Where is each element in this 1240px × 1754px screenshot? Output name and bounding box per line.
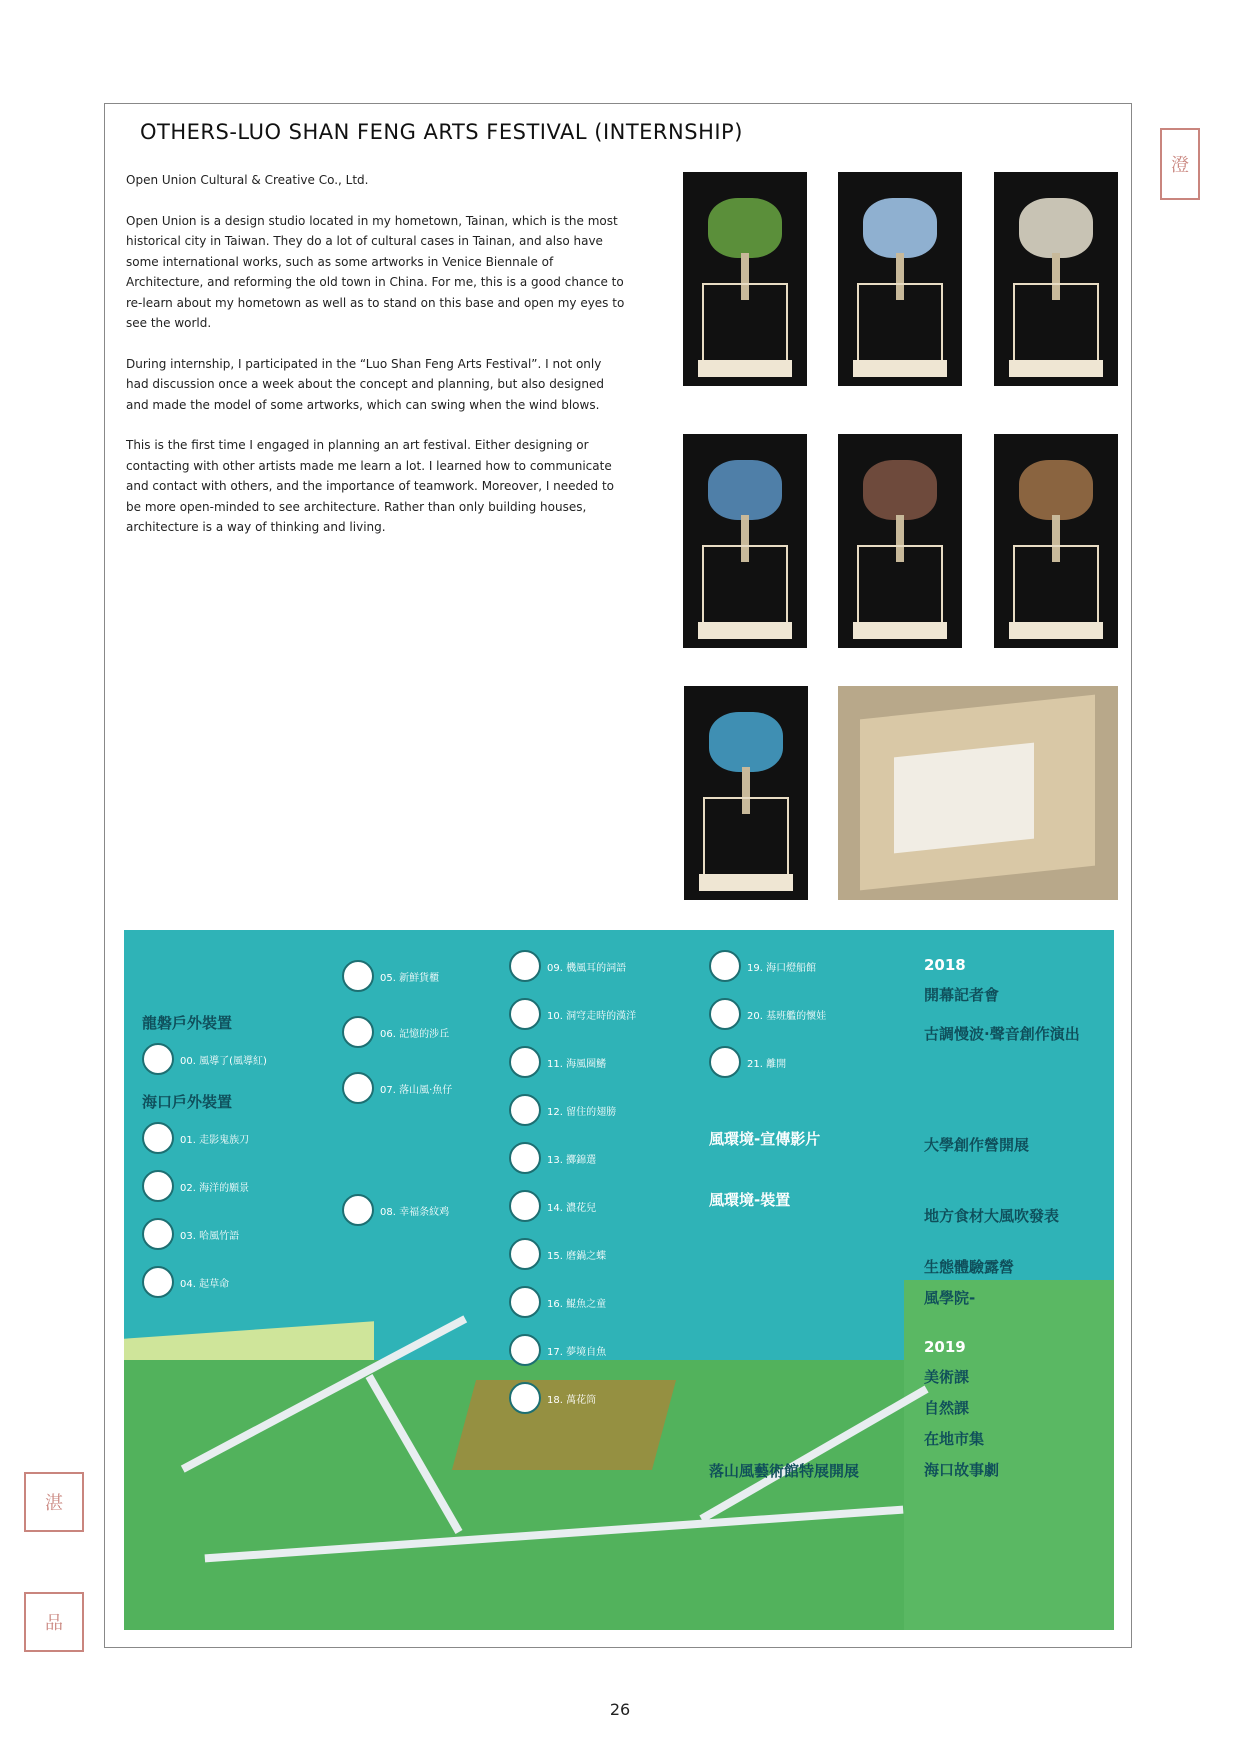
poster-section-title: 風環境-裝置 [709,1191,791,1209]
poster-column-3 [509,950,689,1430]
text-column [126,170,626,558]
event-title: 自然課 [924,1399,970,1417]
list-item: 07. 落山風·魚仔 [342,1072,512,1104]
model-photo [683,434,807,648]
list-item: 20. 基班艦的懷娃 [709,998,909,1030]
event-title: 海口故事劇 [924,1461,1000,1479]
paragraph-1: Open Union is a design studio located in my hometown, Tainan, which is the most historical city in Taiwan. They do a lot of cultural cases in Tainan, and also have some international works, such as some artworks in Venice Biennale of Architecture, and reforming the old town in China. For me, this is a good chance to re-learn about my hometown as well as to stand on this base and open my eyes to see the world. [126,213,625,330]
list-item: 00. 風導了(風導紅) [142,1043,332,1075]
list-item: 01. 走影鬼族刀 [142,1122,332,1154]
model-photo [994,434,1118,648]
year-label: 2018 [924,956,966,974]
event-title: 美術課 [924,1368,970,1386]
paragraph-3: This is the first time I engaged in planning an art festival. Either designing or contacting with other artists made me learn a lot. I learned how to communicate and contact with others, and the importance of teamwork. Moreover, I needed to be more open-minded to see architecture. Rather than only building houses, architecture is a way of thinking and living. [126,438,615,534]
poster-column-2 [342,950,512,1242]
list-item: 10. 洞穹走時的漢洋 [509,998,689,1030]
list-item: 15. 磨鍋之蝶 [509,1238,689,1270]
event-title: 開幕記者會 [924,986,1000,1004]
poster-section-title: 海口戶外裝置 [142,1093,233,1111]
poster-column-4 [709,950,909,1491]
poster-section-title: 落山風藝術館特展開展 [709,1462,860,1480]
poster-column-5 [924,950,1104,1490]
poster-column-1 [142,950,332,1314]
poster-section-title: 風環境-宣傳影片 [709,1130,821,1148]
event-title: 在地市集 [924,1430,985,1448]
list-item: 17. 夢境自魚 [509,1334,689,1366]
list-item: 03. 哈風竹語 [142,1218,332,1250]
list-item: 19. 海口燈船館 [709,950,909,982]
company-name: Open Union Cultural & Creative Co., Ltd. [126,173,369,187]
page-number: 26 [609,1700,631,1719]
list-item: 14. 濃花兒 [509,1190,689,1222]
poster-section-title: 龍磐戶外裝置 [142,1014,233,1032]
model-photo [838,434,962,648]
list-item: 05. 新鮮貨櫃 [342,960,512,992]
model-photo [994,172,1118,386]
list-item: 21. 離開 [709,1046,909,1078]
seal-stamp: 品 [24,1592,84,1652]
event-title: 古調慢波·聲音創作演出 [924,1025,1080,1043]
festival-map-poster [124,930,1114,1630]
event-title: 生態體驗露營 [924,1258,1015,1276]
event-title: 風學院- [924,1289,976,1307]
list-item: 11. 海風圈鰭 [509,1046,689,1078]
list-item: 12. 留住的翅膀 [509,1094,689,1126]
model-photo [683,172,807,386]
seal-stamp: 澄 [1160,128,1200,200]
list-item: 18. 萬花筒 [509,1382,689,1414]
model-photo [684,686,808,900]
list-item: 06. 記憶的涉丘 [342,1016,512,1048]
page-title: OTHERS-LUO SHAN FENG ARTS FESTIVAL (INTERNSHIP) [140,120,743,144]
seal-stamp: 湛 [24,1472,84,1532]
paragraph-2: During internship, I participated in the “Luo Shan Feng Arts Festival”. I not only had discussion once a week about the concept and planning, but also designed and made the model of some artworks, which can swing when the wind blows. [126,356,604,412]
event-title: 地方食材大風吹發表 [924,1207,1060,1225]
model-photo [838,172,962,386]
list-item: 04. 起草命 [142,1266,332,1298]
list-item: 13. 擲錦選 [509,1142,689,1174]
year-label: 2019 [924,1338,966,1356]
list-item: 02. 海洋的願景 [142,1170,332,1202]
list-item: 08. 幸福条紋鸡 [342,1194,512,1226]
event-title: 大學創作營開展 [924,1136,1030,1154]
list-item: 09. 機風耳的詞語 [509,950,689,982]
site-model-photo [838,686,1118,900]
list-item: 16. 鯤魚之童 [509,1286,689,1318]
